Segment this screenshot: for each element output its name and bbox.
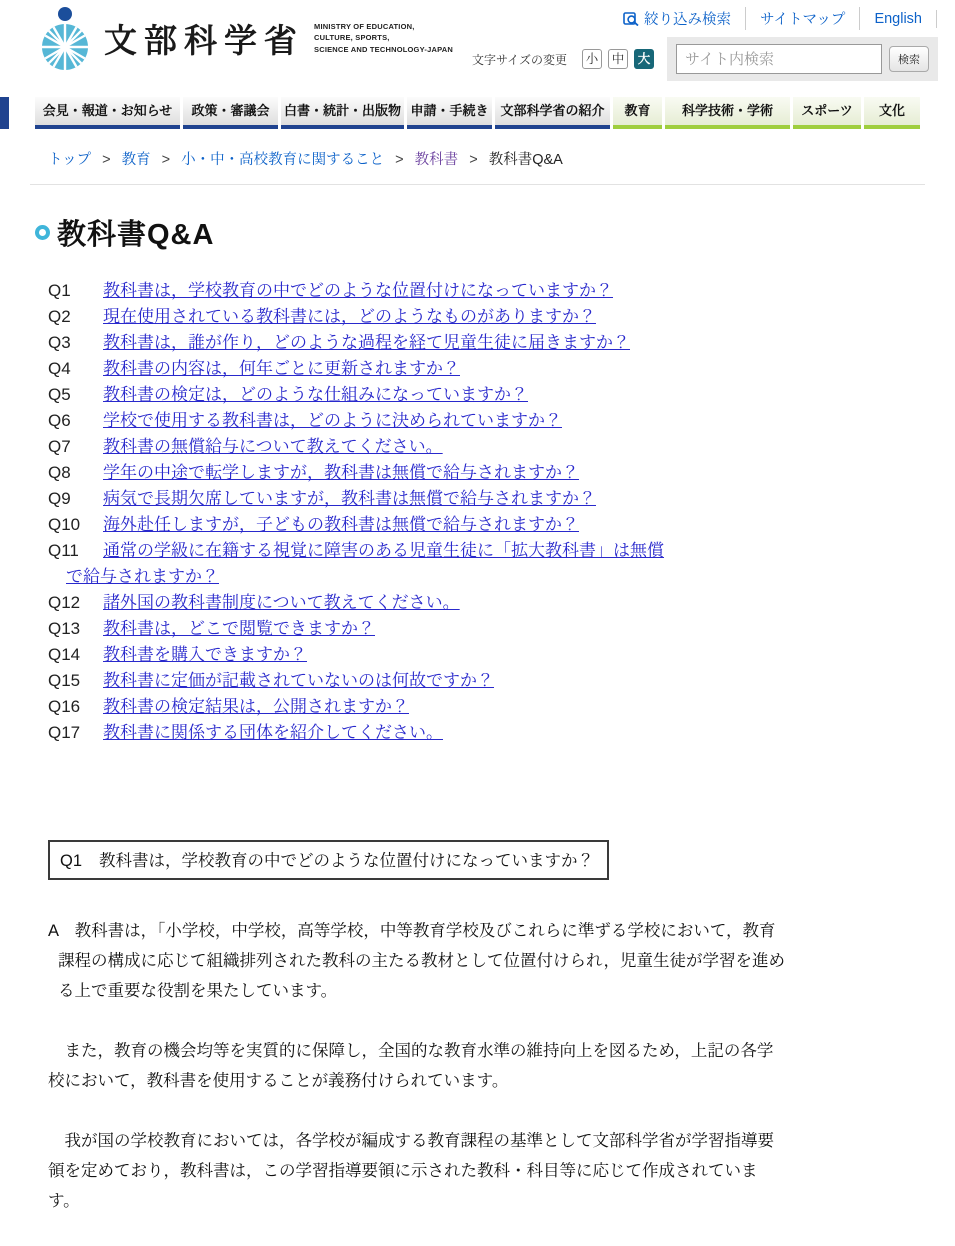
question-number: Q14 xyxy=(48,645,81,664)
nav-left-cap xyxy=(0,97,9,129)
mext-logo[interactable] xyxy=(34,4,453,72)
question-link-q4[interactable]: 教科書の内容は，何年ごとに更新されますか？ xyxy=(103,359,460,378)
question-link-q6[interactable]: 学校で使用する教科書は，どのように決められていますか？ xyxy=(103,411,562,430)
question-number: Q13 xyxy=(48,619,81,638)
nav-item-sports[interactable]: スポーツ xyxy=(793,97,861,129)
list-item xyxy=(48,616,915,642)
header-utility-links xyxy=(609,7,937,30)
nav-item-publications[interactable]: 白書・統計・出版物 xyxy=(281,97,404,129)
question-number: Q11 xyxy=(48,541,79,560)
list-item xyxy=(48,720,915,746)
question-number: Q16 xyxy=(48,697,81,716)
breadcrumb-textbooks[interactable]: 教科書 xyxy=(414,152,459,168)
question-link-q12[interactable]: 諸外国の教科書制度について教えてください。 xyxy=(103,593,460,612)
breadcrumb-separator: > xyxy=(161,152,171,168)
question-number: Q2 xyxy=(48,307,71,326)
nav-item-policy[interactable]: 政策・審議会 xyxy=(183,97,278,129)
answer-line: A 教科書は，「小学校，中学校，高等学校，中等教育学校及びこれらに準ずる学校において，教育 xyxy=(48,922,776,940)
question-number: Q8 xyxy=(48,463,71,482)
font-size-small-button[interactable]: 小 xyxy=(582,49,602,69)
page-title: 教科書Q&A xyxy=(57,219,215,251)
answer-paragraph xyxy=(48,1126,913,1216)
question-link-q7[interactable]: 教科書の無償給与について教えてください。 xyxy=(103,437,443,456)
sitemap-link[interactable]: サイトマップ xyxy=(746,7,860,30)
answer-paragraph xyxy=(48,1036,913,1096)
list-item xyxy=(48,642,915,668)
question-link-q11[interactable]: 通常の学級に在籍する視覚に障害のある児童生徒に「拡大教科書」は無償 xyxy=(103,541,664,560)
global-nav xyxy=(0,97,955,129)
breadcrumb-separator: > xyxy=(469,152,478,168)
english-link[interactable]: English xyxy=(860,10,937,28)
list-item xyxy=(48,668,915,694)
breadcrumb-school-education[interactable]: 小・中・高校教育に関すること xyxy=(181,152,385,168)
question-number: Q17 xyxy=(48,723,81,742)
answer-line: す。 xyxy=(48,1192,80,1210)
answer-paragraph xyxy=(48,916,913,1006)
question-number: Q15 xyxy=(48,671,81,690)
question-number: Q4 xyxy=(48,359,71,378)
question-link-q11-continued[interactable]: で給与されますか？ xyxy=(66,567,219,586)
refine-search-link[interactable]: 絞り込み検索 xyxy=(609,7,746,30)
question-number: Q10 xyxy=(48,515,81,534)
list-item xyxy=(48,694,915,720)
font-size-medium-button[interactable]: 中 xyxy=(608,49,628,69)
list-item xyxy=(48,486,915,512)
question-number: Q6 xyxy=(48,411,71,430)
site-search-panel xyxy=(667,37,938,81)
breadcrumb-top[interactable]: トップ xyxy=(48,152,92,168)
org-name: 文部科学省 xyxy=(104,21,304,59)
breadcrumb-education[interactable]: 教育 xyxy=(121,152,151,168)
list-item xyxy=(48,330,915,356)
question-heading-box xyxy=(48,840,609,880)
list-item-continuation xyxy=(66,564,915,590)
list-item xyxy=(48,408,915,434)
question-link-q8[interactable]: 学年の中途で転学しますが，教科書は無償で給与されますか？ xyxy=(103,463,579,482)
question-link-q2[interactable]: 現在使用されている教科書には，どのようなものがありますか？ xyxy=(103,307,596,326)
answer-line: る上で重要な役割を果たしています。 xyxy=(58,982,338,1000)
question-number: Q3 xyxy=(48,333,71,352)
page-title-row xyxy=(35,212,955,253)
list-item xyxy=(48,382,915,408)
question-link-q5[interactable]: 教科書の検定は，どのような仕組みになっていますか？ xyxy=(103,385,528,404)
question-link-q15[interactable]: 教科書に定価が記載されていないのは何故ですか？ xyxy=(103,671,494,690)
question-number: Q9 xyxy=(48,489,71,508)
answer-section xyxy=(48,916,913,1216)
question-number: Q1 xyxy=(48,281,71,300)
refine-search-icon xyxy=(623,12,639,26)
breadcrumb-current-page: 教科書Q&A xyxy=(488,152,563,168)
nav-item-science-technology[interactable]: 科学技術・学術 xyxy=(665,97,790,129)
question-list xyxy=(48,278,915,746)
list-item xyxy=(48,278,915,304)
title-bullet-icon xyxy=(35,225,50,240)
question-link-q9[interactable]: 病気で長期欠席していますが，教科書は無償で給与されますか？ xyxy=(103,489,596,508)
list-item xyxy=(48,434,915,460)
answer-line: 我が国の学校教育においては，各学校が編成する教育課程の基準として文部科学省が学習指導要 xyxy=(48,1132,774,1150)
list-item xyxy=(48,538,915,564)
mext-logo-icon xyxy=(34,4,96,72)
breadcrumb-separator: > xyxy=(102,152,111,168)
nav-item-education[interactable]: 教育 xyxy=(613,97,662,129)
site-header xyxy=(0,0,955,92)
list-item xyxy=(48,460,915,486)
nav-item-applications[interactable]: 申請・手続き xyxy=(407,97,492,129)
list-item xyxy=(48,590,915,616)
breadcrumb-separator: > xyxy=(395,152,404,168)
question-link-q17[interactable]: 教科書に関係する団体を紹介してください。 xyxy=(103,723,443,742)
question-number: Q12 xyxy=(48,593,81,612)
answer-line: また，教育の機会均等を実質的に保障し，全国的な教育水準の維持向上を図るため，上記の各学 xyxy=(48,1042,774,1060)
nav-item-culture[interactable]: 文化 xyxy=(864,97,920,129)
list-item xyxy=(48,512,915,538)
question-link-q14[interactable]: 教科書を購入できますか？ xyxy=(103,645,307,664)
question-number: Q7 xyxy=(48,437,71,456)
org-name-english: MINISTRY OF EDUCATION, CULTURE, SPORTS, SCIENCE AND TECHNOLOGY-JAPAN xyxy=(314,21,453,54)
question-number: Q5 xyxy=(48,385,71,404)
boxed-question-text: 教科書は，学校教育の中でどのような位置付けになっていますか？ xyxy=(99,852,595,870)
font-size-label: 文字サイズの変更 xyxy=(471,52,567,67)
nav-item-about-mext[interactable]: 文部科学省の紹介 xyxy=(495,97,610,129)
list-item xyxy=(48,304,915,330)
site-search-input[interactable] xyxy=(676,44,882,74)
answer-line: 課程の構成に応じて組織排列された教科の主たる教材として位置付けられ，児童生徒が学習を進め xyxy=(58,952,785,970)
question-link-q16[interactable]: 教科書の検定結果は，公開されますか？ xyxy=(103,697,409,716)
site-search-button[interactable]: 検索 xyxy=(889,46,929,72)
header-controls xyxy=(472,37,938,81)
question-link-q10[interactable]: 海外赴任しますが，子どもの教科書は無償で給与されますか？ xyxy=(103,515,579,534)
font-size-large-button[interactable]: 大 xyxy=(634,49,654,69)
question-link-q3[interactable]: 教科書は，誰が作り，どのような過程を経て児童生徒に届きますか？ xyxy=(103,333,630,352)
question-link-q13[interactable]: 教科書は，どこで閲覧できますか？ xyxy=(103,619,375,638)
answer-line: 校において，教科書を使用することが義務付けられています。 xyxy=(48,1072,509,1090)
question-link-q1[interactable]: 教科書は，学校教育の中でどのような位置付けになっていますか？ xyxy=(103,281,613,300)
boxed-question-number: Q1 xyxy=(60,852,83,870)
list-item xyxy=(48,356,915,382)
breadcrumb xyxy=(30,142,925,185)
nav-item-press[interactable]: 会見・報道・お知らせ xyxy=(35,97,180,129)
answer-line: 領を定めており，教科書は，この学習指導要領に示された教科・科目等に応じて作成されていま xyxy=(48,1162,758,1180)
